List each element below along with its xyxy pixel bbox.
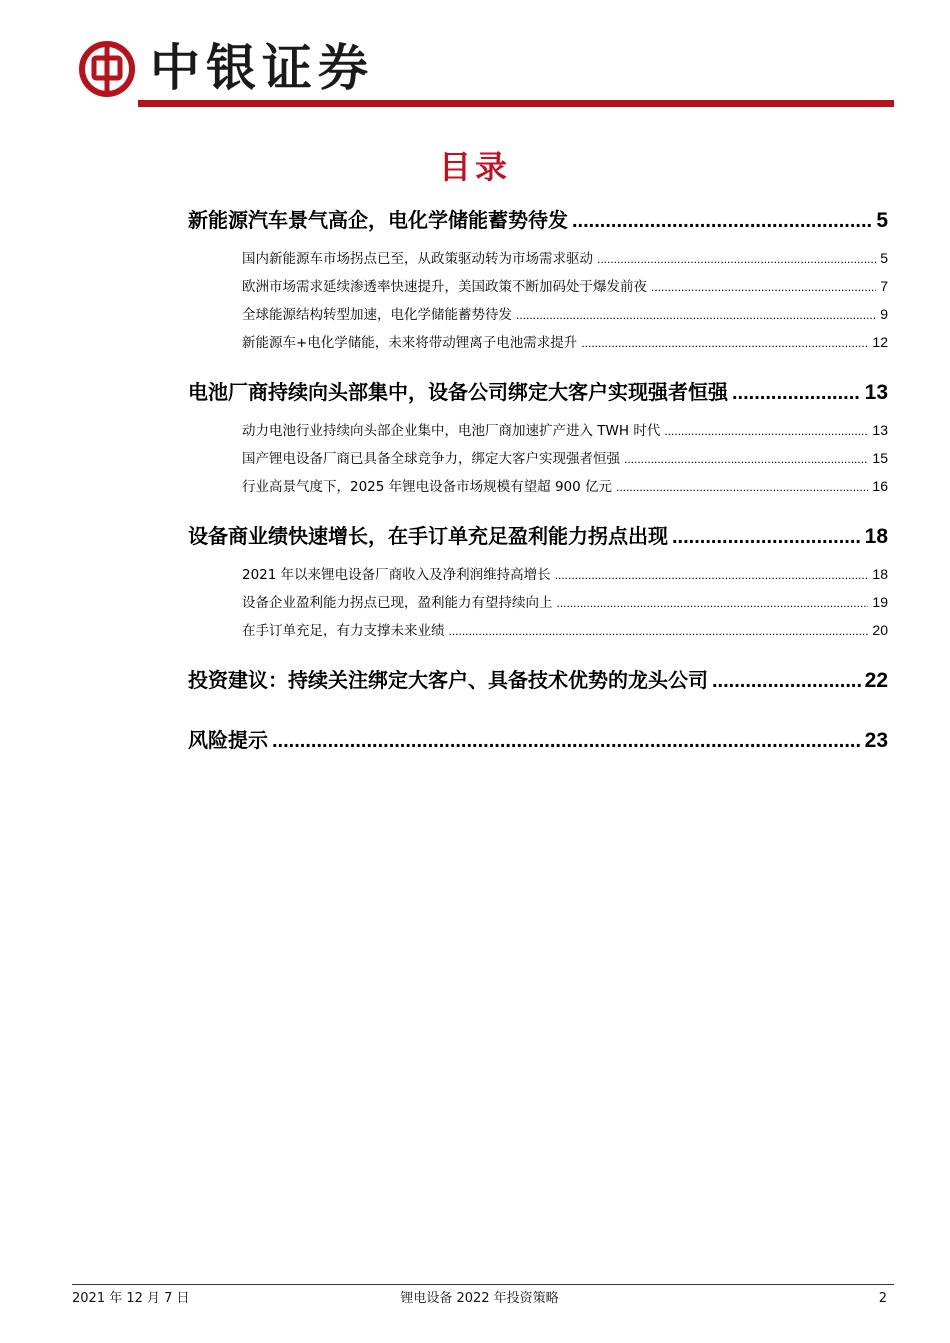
page-header — [78, 36, 898, 96]
toc-entry-title: 动力电池行业持续向头部企业集中，电池厂商加速扩产进入 TWH 时代 — [242, 423, 661, 439]
bank-of-china-logo-icon — [78, 40, 136, 98]
toc-subsection-entry[interactable] — [242, 300, 888, 328]
toc-subsection-entry[interactable] — [242, 472, 888, 500]
toc-entry-title: 风险提示 — [188, 728, 268, 752]
toc-subsection-entry[interactable] — [242, 560, 888, 588]
toc-dot-leader — [672, 513, 861, 561]
toc-entry-title: 投资建议：持续关注绑定大客户、具备技术优势的龙头公司 — [188, 668, 708, 692]
toc-gap — [188, 356, 888, 368]
toc-title: 目录 — [438, 148, 511, 186]
toc-gap — [188, 500, 888, 512]
toc-dot-leader — [664, 417, 868, 445]
toc-gap — [188, 644, 888, 656]
toc-entry-page: 22 — [864, 669, 888, 692]
toc-dot-leader — [712, 657, 861, 705]
footer-rule — [72, 1284, 894, 1285]
toc-entry-title: 设备企业盈利能力拐点已现，盈利能力有望持续向上 — [242, 595, 553, 611]
toc-dot-leader — [272, 717, 861, 765]
header-rule — [138, 100, 894, 107]
toc-dot-leader — [732, 369, 861, 417]
toc-entry-page: 12 — [872, 334, 888, 350]
toc-dot-leader — [557, 589, 869, 617]
toc-gap — [188, 704, 888, 716]
brand-name: 中银证券 — [150, 38, 374, 97]
toc-entry-page: 15 — [872, 450, 888, 466]
toc-entry-title: 欧洲市场需求延续渗透率快速提升，美国政策不断加码处于爆发前夜 — [242, 279, 647, 295]
toc-subsection-entry[interactable] — [242, 272, 888, 300]
toc-section-entry[interactable] — [188, 196, 888, 244]
toc-entry-title: 2021 年以来锂电设备厂商收入及净利润维持高增长 — [242, 567, 551, 583]
toc-subsection-entry[interactable] — [242, 588, 888, 616]
toc-entry-title: 新能源汽车景气高企，电化学储能蓄势待发 — [188, 208, 568, 232]
footer-date: 2021 年 12 月 7 日 — [72, 1291, 190, 1306]
toc-dot-leader — [597, 245, 876, 273]
toc-entry-page: 7 — [880, 278, 888, 294]
toc-entry-title: 国内新能源车市场拐点已至，从政策驱动转为市场需求驱动 — [242, 251, 593, 267]
toc-entry-title: 国产锂电设备厂商已具备全球竞争力，绑定大客户实现强者恒强 — [242, 451, 620, 467]
toc-entry-title: 全球能源结构转型加速，电化学储能蓄势待发 — [242, 307, 512, 323]
toc-dot-leader — [555, 561, 869, 589]
toc-dot-leader — [516, 301, 876, 329]
toc-section-entry[interactable] — [188, 716, 888, 764]
toc-entry-page: 13 — [864, 381, 888, 404]
toc-section-entry[interactable] — [188, 656, 888, 704]
toc-entry-page: 18 — [864, 525, 888, 548]
page-footer — [72, 1288, 887, 1310]
footer-page-number: 2 — [878, 1291, 887, 1306]
toc-subsection-entry[interactable] — [242, 444, 888, 472]
toc-entry-page: 23 — [864, 729, 888, 752]
toc-dot-leader — [624, 445, 868, 473]
toc-entry-page: 5 — [876, 209, 888, 232]
toc-entry-title: 电池厂商持续向头部集中，设备公司绑定大客户实现强者恒强 — [188, 380, 728, 404]
toc-entry-page: 18 — [872, 566, 888, 582]
toc-dot-leader — [651, 273, 876, 301]
toc-entry-page: 5 — [880, 250, 888, 266]
toc-entry-title: 在手订单充足，有力支撑未来业绩 — [242, 623, 445, 639]
toc-dot-leader — [581, 329, 868, 357]
toc-subsection-entry[interactable] — [242, 416, 888, 444]
toc-entry-page: 19 — [872, 594, 888, 610]
toc-subsection-entry[interactable] — [242, 616, 888, 644]
toc-section-entry[interactable] — [188, 368, 888, 416]
toc-subsection-entry[interactable] — [242, 328, 888, 356]
toc-entry-title: 设备商业绩快速增长，在手订单充足盈利能力拐点出现 — [188, 524, 668, 548]
toc-entry-title: 行业高景气度下，2025 年锂电设备市场规模有望超 900 亿元 — [242, 479, 612, 495]
toc-section-entry[interactable] — [188, 512, 888, 560]
toc-dot-leader — [572, 197, 872, 245]
footer-doc-title: 锂电设备 2022 年投资策略 — [400, 1291, 559, 1306]
toc-dot-leader — [616, 473, 868, 501]
toc-entry-title: 新能源车+电化学储能，未来将带动锂离子电池需求提升 — [242, 335, 578, 351]
table-of-contents — [188, 196, 888, 764]
toc-dot-leader — [449, 617, 869, 645]
toc-entry-page: 9 — [880, 306, 888, 322]
toc-subsection-entry[interactable] — [242, 244, 888, 272]
toc-entry-page: 13 — [872, 422, 888, 438]
toc-entry-page: 16 — [872, 478, 888, 494]
toc-entry-page: 20 — [872, 622, 888, 638]
